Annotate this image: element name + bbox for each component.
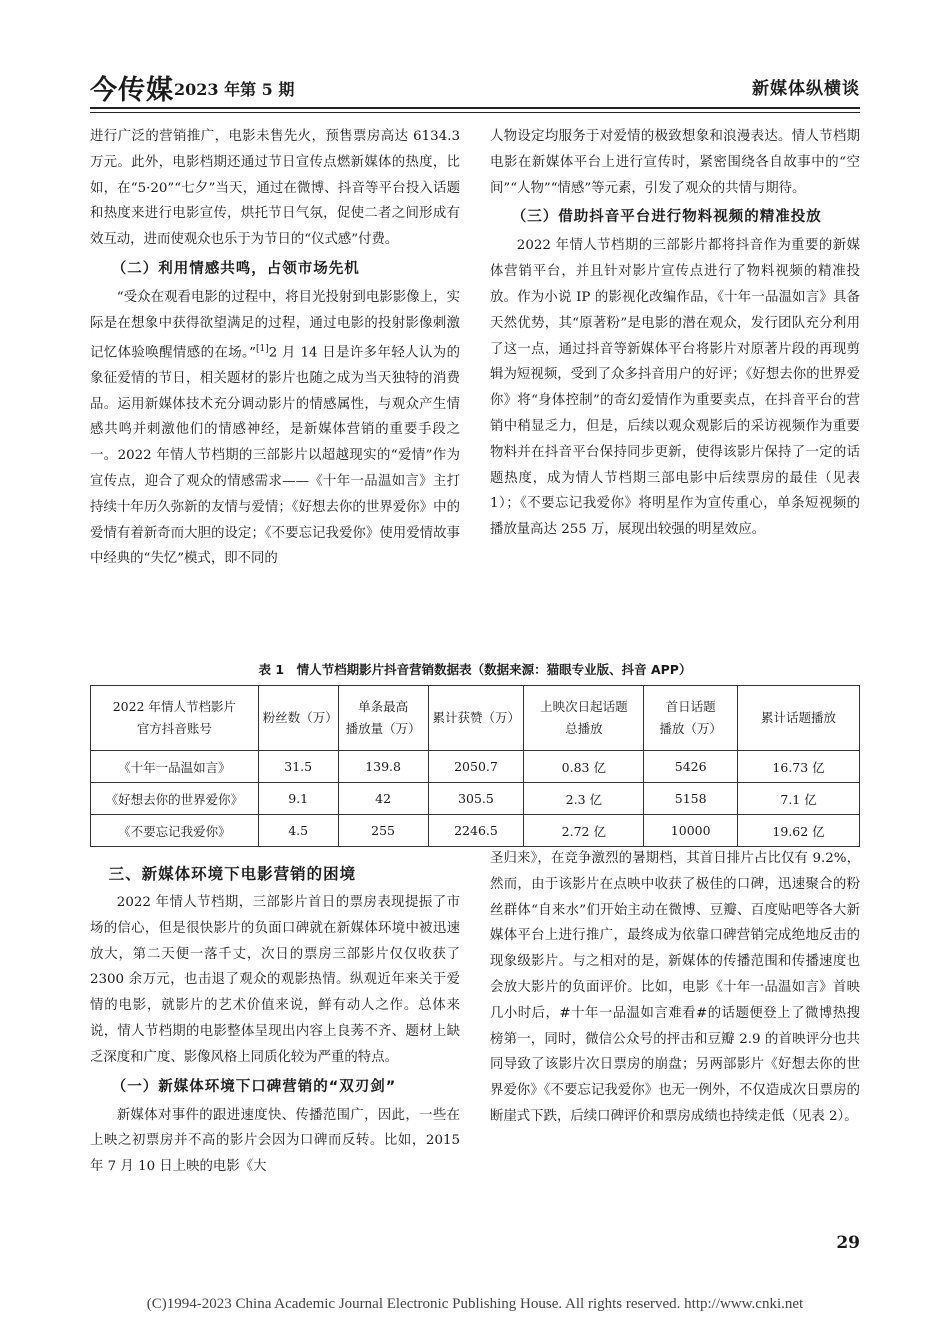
right-column-bottom <box>490 846 860 1130</box>
paragraph: “受众在观看电影的过程中，将目光投射到电影影像上，实际是在想象中获得欲望满足的过程，通过电影的投射影像刺激记忆体验唤醒情感的在场。”[1]2 月 14 日是许多年轻人认为的象征爱情的节日，相关题材的影片也随之成为当天独特的消费品。运用新媒体技术充分调动影片的情感属性，与观众产生情感共鸣并刺激他们的情感神经，是新媒体营销的重要手段之一。2022 年情人节档期的三部影片以超越现实的“爱情”作为宣传点，迎合了观众的情感需求——《十年一品温如言》主打持续十年历久弥新的友情与爱情；《好想去你的世界爱你》中的爱情有着新奇而大胆的设定；《不要忘记我爱你》使用爱情故事中经典的“失忆”模式，即不同的 <box>90 289 460 567</box>
header-rule-thin <box>90 112 860 113</box>
page-number: 29 <box>836 1233 860 1253</box>
subsection-heading: （一）新媒体环境下口碑营销的“双刃剑” <box>111 1078 397 1095</box>
table-cell: 31.5 <box>258 751 338 783</box>
table-cell: 《十年一品温如言》 <box>91 751 259 783</box>
subsection-heading: （二）利用情感共鸣，占领市场先机 <box>111 260 360 277</box>
paragraph: 新媒体对事件的跟进速度快、传播范围广，因此，一些在上映之初票房并不高的影片会因为口碑而反转。比如，2015 年 7 月 10 日上映的电影《大 <box>90 1107 460 1175</box>
paragraph: 圣归来》，在竞争激烈的暑期档，其首日排片占比仅有 9.2%，然而，由于该影片在点映中收获了极佳的口碑，迅速聚合的粉丝群体“自来水”们开始主动在微博、豆瓣、百度贴吧等各大新媒体平台上进行推广，最终成为依靠口碑营销完成绝地反击的现象级影片。与之相对的是，新媒体的传播范围和传播速度也会放大影片的负面评价。比如，电影《十年一品温如言》首映几小时后，#十年一品温如言难看#的话题便登上了微博热搜榜第一，同时，微信公众号的抨击和豆瓣 2.9 的首映评分也共同导致了该影片次日票房的崩盘；另两部影片《好想去你的世界爱你》《不要忘记我爱你》也无一例外，不仅造成次日票房的断崖式下跌，后续口碑评价和票房成绩也持续走低（见表 2）。 <box>490 851 860 1124</box>
table-cell: 255 <box>338 815 428 847</box>
header-cell: 首日话题 播放（万） <box>644 686 738 751</box>
header-rule <box>90 107 860 109</box>
table-cell: 9.1 <box>258 783 338 815</box>
table-row <box>91 815 860 847</box>
copyright-footer: (C)1994-2023 China Academic Journal Electronic Publishing House. All rights reserved. http://www.cnki.net <box>146 1296 804 1312</box>
header-cell: 上映次日起话题 总播放 <box>524 686 644 751</box>
subsection-heading: （三）借助抖音平台进行物料视频的精准投放 <box>511 209 822 226</box>
table-cell: 4.5 <box>258 815 338 847</box>
table-cell: 2.3 亿 <box>524 783 644 815</box>
paragraph: 进行广泛的营销推广，电影未售先火，预售票房高达 6134.3 万元。此外，电影档期还通过节日宣传点燃新媒体的热度，比如，在“5·20”“七夕”当天，通过在微博、抖音等平台投入话题和热度来进行电影宣传，烘托节日气氛，促使二者之间形成有效互动，进而使观众也乐于为节日的“仪式感”付费。 <box>90 129 460 248</box>
header-cell: 单条最高 播放量（万） <box>338 686 428 751</box>
header-cell: 2022 年情人节档影片 官方抖音账号 <box>91 686 259 751</box>
paragraph: 人物设定均服务于对爱情的极致想象和浪漫表达。情人节档期电影在新媒体平台上进行宣传时，紧密围绕各自故事中的“空间”“人物”“情感”等元素，引发了观众的共情与期待。 <box>490 129 860 196</box>
paragraph: 2022 年情人节档期的三部影片都将抖音作为重要的新媒体营销平台，并且针对影片宣传点进行了物料视频的精准投放。作为小说 IP 的影视化改编作品，《十年一品温如言》具备天然优势，其“原著粉”是电影的潜在观众，发行团队充分利用了这一点，通过抖音等新媒体平台将影片对原著片段的再现剪辑为短视频，受到了众多抖音用户的好评；《好想去你的世界爱你》将“身体控制”的奇幻爱情作为重要卖点，在抖音平台的营销中稍显乏力，但是，后续以观众观影后的采访视频作为重要物料并在抖音平台保持同步更新，使得该影片保持了一定的话题热度，成为情人节档期三部电影中后续票房的最佳（见表 1）；《不要忘记我爱你》将明星作为宣传重心，单条短视频的播放量高达 255 万，展现出较强的明星效应。 <box>490 238 860 538</box>
header-cell: 累计话题播放 <box>738 686 860 751</box>
left-column-top <box>90 124 460 572</box>
table-cell: 5426 <box>644 751 738 783</box>
page-header <box>90 68 860 104</box>
table-caption: 表 1 情人节档期影片抖音营销数据表（数据来源：猫眼专业版、抖音 APP） <box>258 662 692 677</box>
header-cell: 累计获赞（万） <box>428 686 524 751</box>
table-cell: 5158 <box>644 783 738 815</box>
table-cell: 2050.7 <box>428 751 524 783</box>
paragraph: 2022 年情人节档期，三部影片首日的票房表现提振了市场的信心，但是很快影片的负面口碑就在新媒体环境中被迅速放大，第二天便一落千丈，次日的票房三部影片仅仅收获了 2300 余万元，也击退了观众的观影热情。纵观近年来关于爱情的电影，就影片的艺术价值来说，鲜有动人之作。总体来说，情人节档期的电影整体呈现出内容上良莠不齐、题材上缺乏深度和广度、影像风格上同质化较为严重的特点。 <box>90 895 460 1065</box>
table-cell: 139.8 <box>338 751 428 783</box>
table-cell: 0.83 亿 <box>524 751 644 783</box>
table-cell: 2.72 亿 <box>524 815 644 847</box>
data-table <box>90 685 860 847</box>
magazine-title: 今传媒 <box>90 75 174 106</box>
table-cell: 19.62 亿 <box>738 815 860 847</box>
right-column-top <box>490 124 860 543</box>
table-cell: 《好想去你的世界爱你》 <box>91 783 259 815</box>
table-cell: 7.1 亿 <box>738 783 860 815</box>
header-cell: 粉丝数（万） <box>258 686 338 751</box>
table-header-row <box>91 686 860 751</box>
issue-label: 2023 年第 5 期 <box>174 80 295 99</box>
section-heading: 三、新媒体环境下电影营销的困境 <box>108 865 357 883</box>
table-row <box>91 751 860 783</box>
table-cell: 2246.5 <box>428 815 524 847</box>
table-cell: 10000 <box>644 815 738 847</box>
table-cell: 16.73 亿 <box>738 751 860 783</box>
table-cell: 《不要忘记我爱你》 <box>91 815 259 847</box>
left-column-bottom <box>90 858 460 1180</box>
citation-ref: [1] <box>256 343 269 354</box>
section-title: 新媒体纵横谈 <box>752 79 860 99</box>
table-cell: 42 <box>338 783 428 815</box>
table-cell: 305.5 <box>428 783 524 815</box>
table-row <box>91 783 860 815</box>
